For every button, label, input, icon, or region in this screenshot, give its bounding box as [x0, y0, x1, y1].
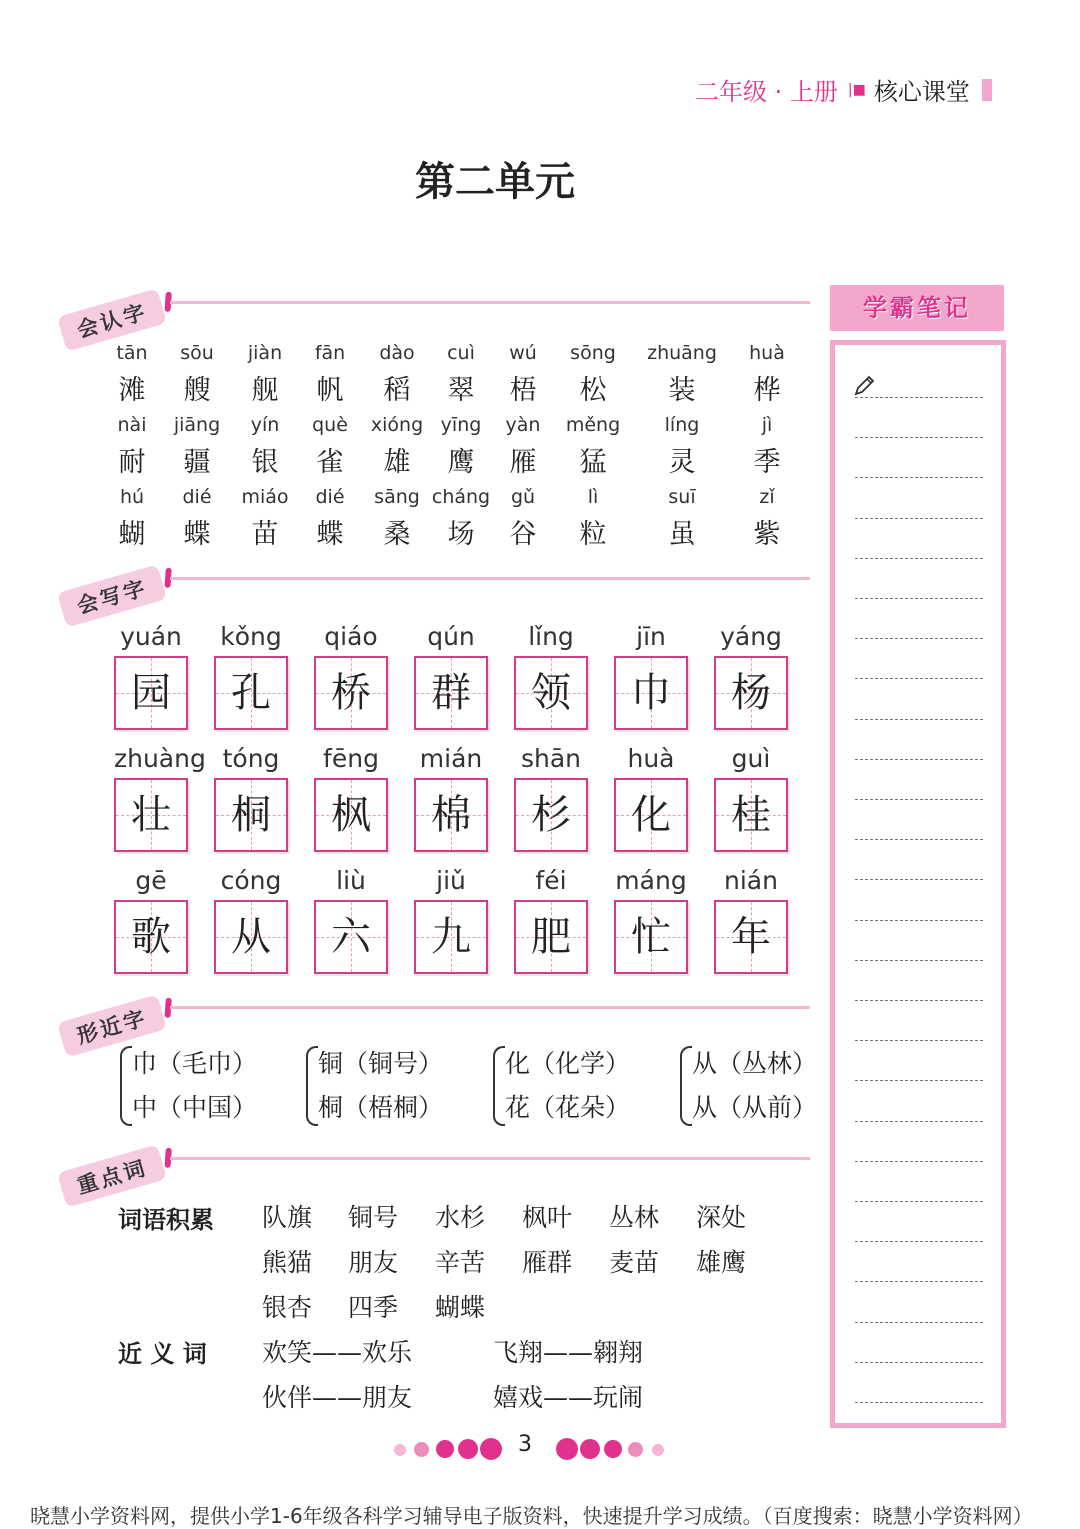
pinyin: yàn	[505, 414, 541, 436]
write-char	[214, 866, 288, 974]
key-word: 银杏	[262, 1293, 313, 1322]
pinyin: máng	[615, 866, 687, 895]
tianzige-box	[414, 900, 488, 974]
recognize-char	[642, 342, 722, 407]
pager-dot	[414, 1442, 429, 1457]
hanzi: 谷	[509, 519, 537, 550]
page-header	[695, 72, 992, 107]
section-tag-similar: 形近字	[57, 994, 167, 1057]
note-line	[855, 719, 983, 720]
pinyin: yín	[250, 414, 280, 436]
tianzige-box	[514, 778, 588, 852]
hanzi: 雄	[383, 447, 411, 478]
hanzi: 杨	[731, 670, 771, 716]
similar-entry: 桐（梧桐）	[318, 1093, 444, 1122]
pinyin: zhuāng	[647, 342, 717, 364]
pinyin: huà	[627, 744, 675, 773]
pinyin: tān	[116, 342, 148, 364]
pinyin: cuì	[447, 342, 475, 364]
hanzi: 肥	[531, 914, 571, 960]
pinyin: měng	[565, 414, 621, 436]
hanzi: 稻	[383, 375, 411, 406]
similar-entry: 巾（毛巾）	[132, 1049, 258, 1078]
write-char	[414, 866, 488, 974]
key-word: 队旗	[262, 1203, 313, 1232]
pinyin: jiǔ	[436, 866, 466, 895]
pager-dot	[458, 1439, 478, 1459]
write-char	[414, 622, 488, 730]
hanzi: 雀	[316, 447, 344, 478]
pager-dot	[652, 1444, 664, 1456]
hanzi: 桐	[231, 792, 271, 838]
pager-dot	[436, 1440, 454, 1458]
pager-dot	[604, 1440, 622, 1458]
tianzige-box	[314, 900, 388, 974]
tianzige-box	[314, 656, 388, 730]
hanzi: 鹰	[447, 447, 475, 478]
pager-dot	[480, 1438, 502, 1460]
hanzi: 帆	[316, 375, 344, 406]
pinyin: hú	[119, 486, 145, 508]
hanzi: 枫	[331, 792, 371, 838]
similar-entry: 铜（铜号）	[318, 1049, 444, 1078]
pinyin: xióng	[370, 414, 424, 436]
tianzige-box	[714, 778, 788, 852]
note-line	[855, 1161, 983, 1162]
hanzi: 场	[447, 519, 475, 550]
brace	[680, 1046, 692, 1126]
tianzige-box	[214, 778, 288, 852]
header-separator: |■	[847, 81, 866, 98]
note-line	[855, 799, 983, 800]
pinyin: tóng	[222, 744, 280, 773]
footer-text: 晓慧小学资料网，提供小学1-6年级各科学习辅导电子版资料，快速提升学习成绩。（百度搜索：晓慧小学资料网）	[30, 1504, 1033, 1528]
notes-title: 学霸笔记	[830, 285, 1004, 331]
hanzi: 翠	[447, 375, 475, 406]
note-line	[855, 879, 983, 880]
pinyin: fēng	[323, 744, 379, 773]
recognize-char	[483, 342, 563, 407]
note-line	[855, 1201, 983, 1202]
hanzi: 桑	[383, 519, 411, 550]
pinyin: wú	[509, 342, 537, 364]
hanzi: 桂	[731, 792, 771, 838]
hanzi: 梧	[509, 375, 537, 406]
synonym-pair: 飞翔——翱翔	[493, 1338, 644, 1367]
pinyin: miáo	[241, 486, 289, 508]
key-word: 麦苗	[609, 1248, 660, 1277]
pinyin: gǔ	[510, 486, 536, 508]
hanzi: 领	[531, 670, 571, 716]
pinyin: jiàn	[247, 342, 283, 364]
key-word: 雄鹰	[696, 1248, 747, 1277]
pager-dot	[394, 1444, 406, 1456]
write-char	[514, 866, 588, 974]
tianzige-box	[614, 656, 688, 730]
synonyms-label: 近 义 词	[118, 1340, 207, 1368]
write-char	[214, 622, 288, 730]
pencil-icon	[853, 373, 877, 397]
note-line	[855, 1281, 983, 1282]
pinyin: mián	[419, 744, 483, 773]
pager-dot	[580, 1439, 600, 1459]
hanzi: 蝶	[316, 519, 344, 550]
pinyin: qiáo	[324, 622, 378, 651]
recognize-char	[553, 414, 633, 479]
hanzi: 九	[431, 914, 471, 960]
recognize-char	[727, 342, 807, 407]
tianzige-box	[414, 778, 488, 852]
pinyin: lǐng	[528, 622, 574, 651]
note-line	[855, 1080, 983, 1081]
hanzi: 从	[231, 914, 271, 960]
similar-entry: 化（化学）	[505, 1049, 631, 1078]
write-char	[614, 866, 688, 974]
section-tag-recognize: 会认字	[57, 288, 167, 351]
pager-dot	[556, 1438, 578, 1460]
synonym-pair: 欢笑——欢乐	[262, 1338, 413, 1367]
key-word: 熊猫	[262, 1248, 313, 1277]
pinyin: sōu	[180, 342, 214, 364]
pinyin: shān	[520, 744, 582, 773]
hanzi: 巾	[631, 670, 671, 716]
note-line	[855, 759, 983, 760]
section-divider	[170, 1006, 810, 1009]
tianzige-box	[614, 778, 688, 852]
note-line	[855, 920, 983, 921]
hanzi: 蝴	[118, 519, 146, 550]
write-char	[714, 744, 788, 852]
similar-group	[318, 1042, 443, 1130]
pinyin: zhuàng	[114, 744, 206, 773]
hanzi: 艘	[183, 375, 211, 406]
recognize-char	[483, 414, 563, 479]
tianzige-box	[214, 656, 288, 730]
key-word: 蝴蝶	[435, 1293, 486, 1322]
hanzi: 灵	[668, 447, 696, 478]
write-char	[314, 622, 388, 730]
write-char	[314, 866, 388, 974]
write-char	[214, 744, 288, 852]
note-line	[855, 1040, 983, 1041]
page-pager	[0, 1432, 1060, 1468]
section-divider	[170, 577, 810, 580]
pinyin: huà	[749, 342, 785, 364]
pinyin: yuán	[120, 622, 182, 651]
hanzi: 银	[251, 447, 279, 478]
note-line	[855, 437, 983, 438]
tianzige-box	[514, 656, 588, 730]
key-word: 四季	[348, 1293, 399, 1322]
pinyin: suī	[668, 486, 696, 508]
pinyin: jì	[761, 414, 773, 436]
header-accent-bar	[982, 79, 992, 101]
note-line	[855, 558, 983, 559]
tianzige-box	[314, 778, 388, 852]
tianzige-box	[514, 900, 588, 974]
page-number: 3	[518, 1432, 532, 1457]
note-line	[855, 477, 983, 478]
section-divider	[170, 1157, 810, 1160]
notes-panel	[830, 340, 1006, 1428]
hanzi: 苗	[251, 519, 279, 550]
similar-group	[505, 1042, 630, 1130]
hanzi: 舰	[251, 375, 279, 406]
pinyin: dié	[182, 486, 212, 508]
hanzi: 紫	[753, 519, 781, 550]
hanzi: 桥	[331, 670, 371, 716]
note-line	[855, 518, 983, 519]
hanzi: 松	[579, 375, 607, 406]
pinyin: féi	[535, 866, 567, 895]
write-char	[114, 744, 206, 852]
tianzige-box	[114, 900, 188, 974]
tianzige-box	[114, 778, 188, 852]
section-label: 核心课堂	[873, 78, 970, 106]
note-line	[855, 839, 983, 840]
write-char	[514, 622, 588, 730]
pinyin: jīn	[636, 622, 666, 651]
key-word: 铜号	[348, 1203, 399, 1232]
hanzi: 雁	[509, 447, 537, 478]
pinyin: yīng	[440, 414, 482, 436]
hanzi: 歌	[131, 914, 171, 960]
recognize-char	[553, 486, 633, 551]
note-line	[855, 1241, 983, 1242]
hanzi: 化	[631, 792, 671, 838]
similar-entry: 从（丛林）	[692, 1049, 818, 1078]
hanzi: 粒	[579, 519, 607, 550]
note-line	[855, 1322, 983, 1323]
similar-entry: 从（从前）	[692, 1093, 818, 1122]
pinyin: dào	[379, 342, 415, 364]
pinyin: sāng	[374, 486, 420, 508]
similar-entry: 花（花朵）	[505, 1093, 631, 1122]
pinyin: què	[312, 414, 348, 436]
hanzi: 耐	[118, 447, 146, 478]
note-line	[855, 1121, 983, 1122]
pinyin: nài	[117, 414, 147, 436]
note-line	[855, 1000, 983, 1001]
tianzige-box	[114, 656, 188, 730]
synonym-pair: 伙伴——朋友	[262, 1383, 413, 1412]
write-char	[114, 866, 188, 974]
key-word: 水杉	[435, 1203, 486, 1232]
section-divider	[170, 301, 810, 304]
section-tag-write: 会写字	[57, 564, 167, 627]
pinyin: dié	[315, 486, 345, 508]
brace	[120, 1046, 132, 1126]
tianzige-box	[714, 900, 788, 974]
pinyin: líng	[664, 414, 700, 436]
brace	[493, 1046, 505, 1126]
pinyin: zǐ	[759, 486, 775, 508]
pinyin: cháng	[431, 486, 491, 508]
pinyin: jiāng	[173, 414, 221, 436]
hanzi: 疆	[183, 447, 211, 478]
grade-label: 二年级 · 上册	[695, 78, 838, 106]
tianzige-box	[214, 900, 288, 974]
key-word: 枫叶	[522, 1203, 573, 1232]
write-char	[714, 866, 788, 974]
pinyin: nián	[724, 866, 778, 895]
tianzige-box	[714, 656, 788, 730]
similar-entry: 中（中国）	[132, 1093, 258, 1122]
hanzi: 园	[131, 670, 171, 716]
recognize-char	[727, 486, 807, 551]
hanzi: 蝶	[183, 519, 211, 550]
recognize-char	[727, 414, 807, 479]
write-char	[514, 744, 588, 852]
write-char	[314, 744, 388, 852]
pinyin: yáng	[720, 622, 782, 651]
recognize-char	[642, 486, 722, 551]
note-line	[855, 1402, 983, 1403]
write-char	[614, 622, 688, 730]
pinyin: qún	[427, 622, 475, 651]
note-line	[855, 638, 983, 639]
hanzi: 杉	[531, 792, 571, 838]
hanzi: 猛	[579, 447, 607, 478]
hanzi: 孔	[231, 670, 271, 716]
similar-group	[132, 1042, 257, 1130]
note-line	[855, 678, 983, 679]
word-accumulation-label: 词语积累	[118, 1206, 214, 1234]
hanzi: 桦	[753, 375, 781, 406]
key-word: 丛林	[609, 1203, 660, 1232]
recognize-char	[483, 486, 563, 551]
pinyin: fān	[314, 342, 346, 364]
pinyin: cóng	[220, 866, 282, 895]
tianzige-box	[614, 900, 688, 974]
pinyin: gē	[135, 866, 167, 895]
key-word: 深处	[696, 1203, 747, 1232]
pinyin: liù	[336, 866, 366, 895]
recognize-char	[642, 414, 722, 479]
note-line	[855, 1362, 983, 1363]
hanzi: 季	[753, 447, 781, 478]
pager-dot	[628, 1442, 643, 1457]
key-word: 雁群	[522, 1248, 573, 1277]
hanzi: 年	[731, 914, 771, 960]
write-char	[114, 622, 188, 730]
hanzi: 虽	[668, 519, 696, 550]
hanzi: 六	[331, 914, 371, 960]
write-char	[714, 622, 788, 730]
brace	[306, 1046, 318, 1126]
write-char	[414, 744, 488, 852]
hanzi: 滩	[118, 375, 146, 406]
note-line	[855, 598, 983, 599]
section-tag-key-words: 重点词	[57, 1144, 167, 1207]
hanzi: 棉	[431, 792, 471, 838]
page-title: 第二单元	[415, 159, 575, 205]
pinyin: lì	[587, 486, 599, 508]
recognize-char	[553, 342, 633, 407]
hanzi: 壮	[131, 792, 171, 838]
note-line	[855, 960, 983, 961]
similar-group	[692, 1042, 817, 1130]
key-word: 辛苦	[435, 1248, 486, 1277]
note-line	[855, 397, 983, 398]
key-word: 朋友	[348, 1248, 399, 1277]
pinyin: sōng	[570, 342, 616, 364]
hanzi: 群	[431, 670, 471, 716]
pinyin: kǒng	[220, 622, 282, 651]
tianzige-box	[414, 656, 488, 730]
write-char	[614, 744, 688, 852]
hanzi: 装	[668, 375, 696, 406]
pinyin: guì	[731, 744, 771, 773]
hanzi: 忙	[631, 914, 671, 960]
synonym-pair: 嬉戏——玩闹	[493, 1383, 644, 1412]
